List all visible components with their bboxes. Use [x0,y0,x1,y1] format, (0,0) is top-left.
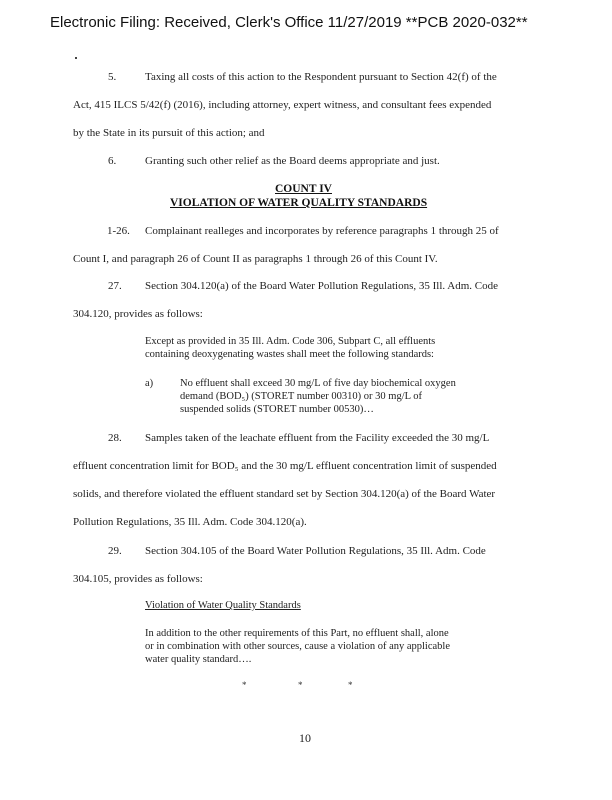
para-27-quote-line-1: Except as provided in 35 Ill. Adm. Code 306, Subpart C, all effluents [145,336,436,347]
ellipsis-mark-1: * [242,680,247,690]
para-27-item-line-1: No effluent shall exceed 30 mg/L of five day biochemical oxygen [180,378,456,389]
para-5-line-3: by the State in its pursuit of this action; and [73,127,265,139]
para-27-item-line-3: suspended solids (STORET number 00530)… [180,404,374,415]
para-6-text: Granting such other relief as the Board deems appropriate and just. [145,155,440,167]
ellipsis-mark-2: * [298,680,303,690]
para-5-line-2: Act, 415 ILCS 5/42(f) (2016), including attorney, expert witness, and consultant fees expended [73,99,492,111]
para-27-number: 27. [108,280,122,292]
para-29-quote-line-3: water quality standard…. [145,654,252,665]
count-subtitle: VIOLATION OF WATER QUALITY STANDARDS [170,197,428,209]
para-5-line-1: Taxing all costs of this action to the Respondent pursuant to Section 42(f) of the [145,71,497,83]
scan-speck [75,57,77,59]
para-28-line-1: Samples taken of the leachate effluent from the Facility exceeded the 30 mg/L [145,432,490,444]
para-1-26-number: 1-26. [107,225,130,237]
para-5-number: 5. [108,71,117,83]
para-29-line-2: 304.105, provides as follows: [73,573,203,585]
para-27-line-1: Section 304.120(a) of the Board Water Pollution Regulations, 35 Ill. Adm. Code [145,280,499,292]
count-title: COUNT IV [275,183,332,195]
para-29-quote-line-2: or in combination with other sources, cause a violation of any applicable [145,641,450,652]
para-29-quote-line-1: In addition to the other requirements of this Part, no effluent shall, alone [145,628,449,639]
para-1-26-line-2: Count I, and paragraph 26 of Count II as paragraphs 1 through 26 of this Count IV. [73,253,438,265]
para-28-line-4: Pollution Regulations, 35 Ill. Adm. Code 304.120(a). [73,516,307,528]
para-27-item-label: a) [145,378,154,389]
para-27-item-line-2: demand (BOD₅) (STORET number 00310) or 30 mg/L of [180,391,423,402]
filing-stamp-header: Electronic Filing: Received, Clerk's Office 11/27/2019 **PCB 2020-032** [50,14,528,31]
ellipsis-mark-3: * [348,680,353,690]
para-28-line-3: solids, and therefore violated the effluent standard set by Section 304.120(a) of the Board Water [73,488,496,500]
para-27-quote-line-2: containing deoxygenating wastes shall meet the following standards: [145,349,434,360]
para-1-26-line-1: Complainant realleges and incorporates by reference paragraphs 1 through 25 of [145,225,499,237]
para-29-number: 29. [108,545,122,557]
para-6-number: 6. [108,155,117,167]
para-29-line-1: Section 304.105 of the Board Water Pollution Regulations, 35 Ill. Adm. Code [145,545,486,557]
para-28-line-2: effluent concentration limit for BOD₅ and the 30 mg/L effluent concentration limit of suspended [73,460,497,472]
para-29-quote-heading: Violation of Water Quality Standards [145,600,301,611]
page-number: 10 [299,731,311,745]
para-27-line-2: 304.120, provides as follows: [73,308,203,320]
para-28-number: 28. [108,432,122,444]
